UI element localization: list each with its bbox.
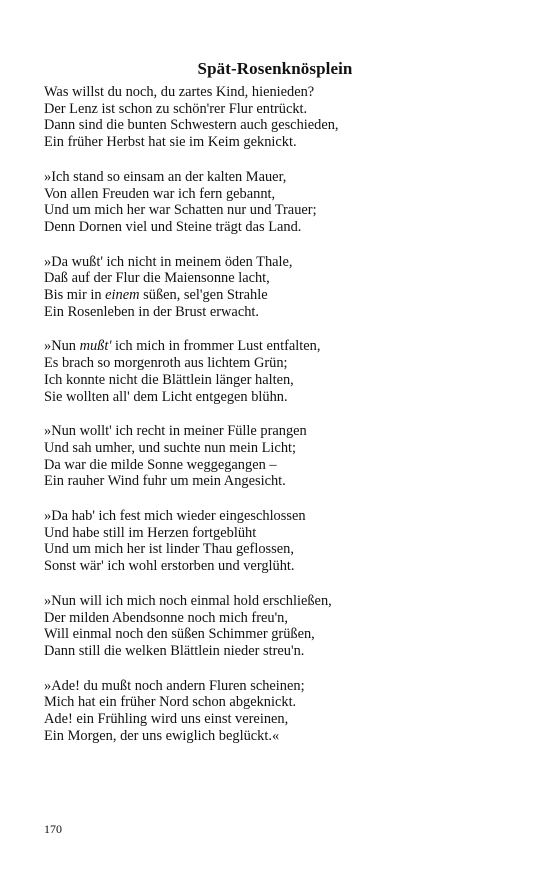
- verse-line: [44, 338, 514, 355]
- verse-line: Ein früher Herbst hat sie im Keim geknickt.: [44, 134, 297, 151]
- verse-line: »Da hab' ich fest mich wieder eingeschlossen: [44, 508, 306, 525]
- poem-body: [44, 84, 514, 763]
- verse-line: Der milden Abendsonne noch mich freu'n,: [44, 609, 288, 626]
- stanza: [44, 593, 514, 660]
- verse-line: »Nun will ich mich noch einmal hold erschließen,: [44, 592, 332, 609]
- text-segment: »Nun: [44, 338, 80, 355]
- stanza: [44, 254, 514, 321]
- verse-line: Der Lenz ist schon zu schön'rer Flur entrückt.: [44, 100, 308, 117]
- verse-line: Da war die milde Sonne weggegangen –: [44, 456, 277, 473]
- stanza: [44, 678, 514, 745]
- verse-line: Und um mich her war Schatten nur und Trauer;: [44, 202, 317, 219]
- poem-title: Spät-Rosenknösplein: [197, 59, 353, 78]
- verse-line: Ade! ein Frühling wird uns einst vereinen,: [44, 711, 289, 728]
- verse-line: Sonst wär' ich wohl erstorben und verglüht.: [44, 558, 295, 575]
- verse-line: Daß auf der Flur die Maiensonne lacht,: [44, 270, 270, 287]
- verse-line: Will einmal noch den süßen Schimmer grüßen,: [44, 626, 315, 643]
- verse-line: Von allen Freuden war ich fern gebannt,: [44, 185, 276, 202]
- emphasized-word: einem: [105, 287, 140, 304]
- stanza: [44, 423, 514, 490]
- verse-line: Dann sind die bunten Schwestern auch geschieden,: [44, 117, 339, 134]
- stanza: [44, 84, 514, 151]
- verse-line: [44, 287, 514, 304]
- verse-line: Und habe still im Herzen fortgeblüht: [44, 524, 257, 541]
- text-segment: Bis mir in: [44, 287, 106, 304]
- verse-line: »Ade! du mußt noch andern Fluren scheinen;: [44, 677, 305, 694]
- verse-line: »Da wußt' ich nicht in meinem öden Thale,: [44, 253, 293, 270]
- text-segment: süßen, sel'gen Strahle: [139, 287, 268, 304]
- stanza: [44, 169, 514, 236]
- verse-line: »Ich stand so einsam an der kalten Mauer,: [44, 168, 287, 185]
- stanza: [44, 338, 514, 405]
- verse-line: Mich hat ein früher Nord schon abgeknickt.: [44, 694, 297, 711]
- verse-line: Was willst du noch, du zartes Kind, hienieden?: [44, 84, 315, 100]
- verse-line: Ein rauher Wind fuhr um mein Angesicht.: [44, 473, 286, 490]
- verse-line: Ein Morgen, der uns ewiglich beglückt.«: [44, 727, 280, 744]
- verse-line: Denn Dornen viel und Steine trägt das Land.: [44, 218, 302, 235]
- page-number: 170: [44, 822, 62, 836]
- verse-line: Sie wollten all' dem Licht entgegen blühn.: [44, 388, 288, 405]
- emphasized-word: mußt': [79, 338, 112, 355]
- verse-line: Es brach so morgenroth aus lichtem Grün;: [44, 355, 288, 372]
- verse-line: Ein Rosenleben in der Brust erwacht.: [44, 303, 260, 320]
- verse-line: Ich konnte nicht die Blättlein länger halten,: [44, 371, 294, 388]
- stanza: [44, 508, 514, 575]
- text-segment: ich mich in frommer Lust entfalten,: [111, 338, 321, 355]
- verse-line: Dann still die welken Blättlein nieder streu'n.: [44, 642, 305, 659]
- verse-line: »Nun wollt' ich recht in meiner Fülle prangen: [44, 423, 307, 440]
- verse-line: Und sah umher, und suchte nun mein Licht;: [44, 439, 297, 456]
- verse-line: Und um mich her ist linder Thau geflossen,: [44, 541, 294, 558]
